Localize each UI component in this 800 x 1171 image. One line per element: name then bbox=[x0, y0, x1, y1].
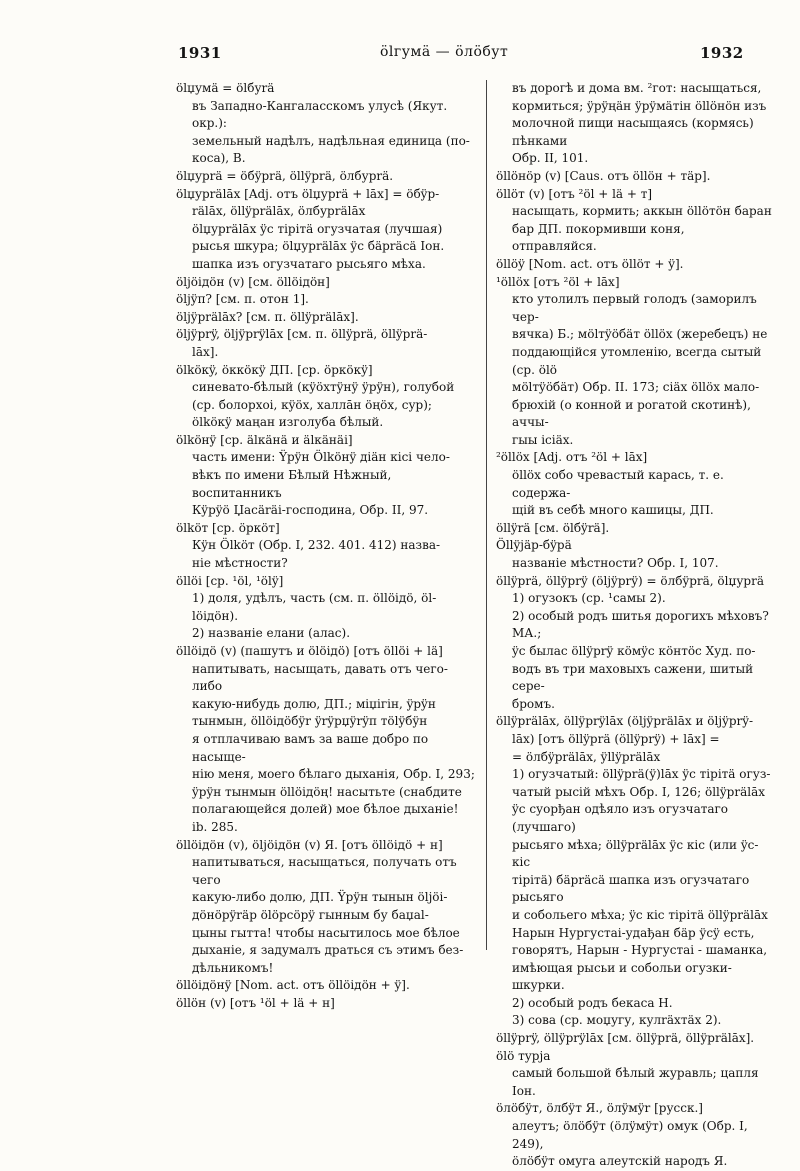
entry-text-line: (ср. болорхоi, кÿöх, халлāн öңöх, сур); bbox=[192, 397, 432, 412]
entry-text-line: löiдöн). bbox=[192, 608, 239, 623]
entry-headword-line: ²öllöх [Adj. отъ ²öl + lāx] bbox=[496, 450, 648, 465]
entry-text-line: земельный надѣлъ, надѣльная единица (по- bbox=[192, 133, 470, 148]
entry-text-line: насыщать, кормить; аккын öllöтöн баран bbox=[512, 204, 772, 219]
entry-text-line: öлöбÿт омуга алеутскій народъ Я. bbox=[512, 1154, 728, 1169]
entry-text-line: rälāx, öllÿрrälāx, öлбурrälāx bbox=[192, 204, 366, 219]
entry-headword-line: öljÿп? [см. п. отон 1]. bbox=[176, 292, 309, 307]
entry-text-line: цыны гытта! чтобы насытилось мое бѣлое bbox=[192, 925, 460, 940]
entry-headword-line: öllöнöр (v) [Caus. отъ öllöн + тäр]. bbox=[496, 168, 711, 183]
entry-text-line: напитываться, насыщаться, получать отъ чего bbox=[192, 855, 457, 887]
entry-text-line: 2) названіе елани (алас). bbox=[192, 626, 351, 641]
entry-text-line: дѣльникомъ! bbox=[192, 960, 274, 975]
entry-headword-line: ölköт [ср. öркöт] bbox=[176, 520, 280, 535]
entry-headword-line: Öllÿjäр-бÿрä bbox=[496, 538, 572, 553]
entry-text-line: коса), В. bbox=[192, 151, 246, 166]
running-head: ölгумä — öлöбут bbox=[380, 44, 509, 60]
entry-text-line: брюхій (о конной и рогатой скотинѣ), аччы- bbox=[512, 397, 751, 430]
entry-text-line: дыханіе, я задумалъ драться съ этимъ без- bbox=[192, 943, 464, 958]
entry-headword-line: öljöiдöн (v) [см. öllöiдöн] bbox=[176, 274, 330, 289]
right-column bbox=[496, 80, 772, 1169]
entry-text-line: самый большой бѣлый журавль; цапля Іон. bbox=[512, 1066, 759, 1098]
entry-headword-line: ölö турја bbox=[496, 1048, 551, 1063]
entry-text-line: 2) особый родъ бекаса Н. bbox=[512, 995, 673, 1010]
entry-text-line: 1) доля, удѣлъ, часть (см. п. öllöiдö, öl- bbox=[192, 591, 437, 606]
entry-text-line: ölџурrälāx ÿс тiрiтä огузчатая (лучшая) bbox=[192, 221, 443, 236]
entry-headword-line: öllöiдöнÿ [Nom. act. отъ öllöiдöн + ÿ]. bbox=[176, 978, 410, 993]
entry-text-line: полагающейся долей) мое бѣлое дыханіе! bbox=[192, 802, 459, 817]
entry-text-line: мölтÿöбäт) Обр. II. 173; сiäх öllöх мало- bbox=[512, 380, 760, 395]
entry-text-line: lāx) [отъ öllÿрrä (öllÿрrÿ) + lāx] = bbox=[512, 731, 720, 746]
entry-text-line: lāx]. bbox=[192, 344, 219, 359]
entry-text-line: нiю меня, моего бѣлаго дыханія, Обр. І, 293; bbox=[192, 767, 475, 782]
entry-text-line: 2) особый родъ шитья дорогихъ мѣховъ? МА.; bbox=[512, 608, 769, 641]
entry-text-line: рысья шкура; ölџурrälāx ÿс бäрräсä Іон. bbox=[192, 239, 445, 254]
entry-headword-line: ¹öllöх [отъ ²öl + lāx] bbox=[496, 274, 620, 289]
entry-text-line: названіе мѣстности? Обр. І, 107. bbox=[512, 556, 719, 571]
entry-headword-line: öllöiдöн (v), öljöiдöн (v) Я. [отъ öllöiдö + н] bbox=[176, 837, 443, 852]
entry-headword-line: öljÿрrälāx? [см. п. öllÿрrälāx]. bbox=[176, 309, 359, 324]
entry-text-line: ÿрÿн тынмын öllöiдöң! насытьте (снабдите bbox=[192, 784, 462, 799]
entry-headword-line: ölköнÿ [ср. älкäнä и älкäнäi] bbox=[176, 432, 353, 447]
entry-text-line: öllöх собо чревастый карась, т. е. содержа- bbox=[512, 468, 724, 500]
page-number-right: 1932 bbox=[700, 44, 744, 62]
entry-text-line: молочной пищи насыщаясь (кормясь) пѣнками bbox=[512, 116, 754, 148]
entry-headword-line: öllöÿ [Nom. act. отъ öllöт + ÿ]. bbox=[496, 256, 684, 271]
entry-text-line: напитывать, насыщать, давать отъ чего-либо bbox=[192, 661, 448, 694]
entry-text-line: и собольего мѣха; ÿс кiс тiрiтä öllÿрrälāx bbox=[512, 907, 768, 922]
entry-text-line: ib. 285. bbox=[192, 819, 238, 834]
entry-headword-line: öllöн (v) [отъ ¹öl + lä + н] bbox=[176, 995, 335, 1010]
page-number-left: 1931 bbox=[178, 44, 222, 62]
entry-text-line: нiе мѣстности? bbox=[192, 556, 288, 571]
left-column bbox=[176, 80, 476, 1010]
entry-headword-line: öllöi [ср. ¹öl, ¹ölÿ] bbox=[176, 573, 284, 588]
entry-text-line: шапка изъ огузчатаго рысьяго мѣха. bbox=[192, 256, 426, 271]
entry-text-line: говорятъ, Нарын - Нургустаi - шаманка, bbox=[512, 943, 768, 958]
entry-text-line: Нарын Нургустаi-удађан бäр ÿсÿ есть, bbox=[512, 925, 755, 940]
entry-text-line: кормиться; ÿрÿңäн ÿрÿмäтiн öllöнöн изъ bbox=[512, 98, 767, 113]
entry-headword-line: ölköкÿ, öккöкÿ ДП. [ср. öркöкÿ] bbox=[176, 362, 373, 377]
entry-text-line: дöнöрÿräр ölöрсöрÿ гынным бу баџal- bbox=[192, 907, 429, 922]
entry-text-line: щій въ себѣ много кашицы, ДП. bbox=[512, 503, 714, 518]
entry-headword-line: ölџурrälāx [Adj. отъ ölџурrä + lāx] = öбÿр- bbox=[176, 186, 440, 201]
entry-headword-line: öllÿrä [см. ölбÿrä]. bbox=[496, 520, 610, 535]
entry-text-line: бар ДП. покормивши коня, отправляйся. bbox=[512, 221, 685, 254]
entry-text-line: вячка) Б.; мölтÿöбäт öllöх (жеребецъ) не bbox=[512, 327, 768, 342]
entry-text-line: тынмын, öllöiдöбÿr ÿrÿрџÿrÿп тölÿбÿн bbox=[192, 714, 428, 729]
entry-headword-line: öljÿрrÿ, öljÿрrÿlāx [см. п. öllÿрrä, öllÿрrä- bbox=[176, 327, 428, 342]
entry-headword-line: öлöбÿт, öлбÿт Я., öлÿмÿr [русск.] bbox=[496, 1101, 703, 1116]
entry-headword-line: öllÿрrä, öllÿрrÿ (öljÿрrÿ) = öлбÿрrä, ölџурrä bbox=[496, 573, 765, 588]
entry-headword-line: öllöiдö (v) (пашутъ и ölöiдö) [отъ öllöi + lä] bbox=[176, 644, 443, 658]
entry-text-line: 3) сова (ср. моџугу, кулräхтäх 2). bbox=[512, 1013, 722, 1028]
entry-text-line: водъ въ три маховыхъ сажени, шитый сере- bbox=[512, 661, 754, 694]
entry-headword-line: ölџурrä = öбÿрrä, öllÿрrä, öлбурrä. bbox=[176, 168, 394, 183]
entry-headword-line: öllöт (v) [отъ ²öl + lä + т] bbox=[496, 186, 653, 201]
entry-text-line: какую-либо долю, ДП. Ÿрÿн тынын öljöi- bbox=[192, 890, 448, 905]
entry-text-line: ölköкÿ маңан изголуба бѣлый. bbox=[192, 415, 384, 430]
entry-headword-line: ölџумä = ölбуrä bbox=[176, 81, 275, 95]
column-divider bbox=[486, 80, 487, 950]
entry-text-line: 1) огузчатый: öllÿрrä(ÿ)lāx ÿс тiрiтä огуз- bbox=[512, 767, 771, 782]
entry-text-line: въ дорогѣ и дома вм. ²гот: насыщаться, bbox=[512, 81, 762, 95]
entry-text-line: ÿс суорђан одѣяло изъ огузчатаго (лучшаго) bbox=[512, 802, 729, 834]
entry-text-line: ÿс былас öllÿрrÿ кöмÿс кöнтöс Худ. по- bbox=[512, 644, 756, 658]
entry-text-line: я отплачиваю вамъ за ваше добро по насыще- bbox=[192, 731, 429, 764]
entry-text-line: гыы iсiäх. bbox=[512, 432, 574, 447]
entry-text-line: чатый рысій мѣхъ Обр. І, 126; öllÿрrälāx bbox=[512, 784, 765, 799]
entry-text-line: тiрiтä) бäрräсä шапка изъ огузчатаго рысьяго bbox=[512, 872, 750, 905]
entry-text-line: Кÿн Ölköт (Обр. І, 232. 401. 412) назва- bbox=[192, 538, 441, 553]
entry-text-line: Кÿрÿö Џасäräi-господина, Обр. II, 97. bbox=[192, 503, 429, 518]
entry-text-line: алеутъ; öлöбÿт (öлÿмÿт) омук (Обр. І, 249), bbox=[512, 1119, 748, 1151]
entry-headword-line: öllÿрrälāx, öllÿрrÿlāx (öljÿрrälāx и öljÿрrÿ- bbox=[496, 714, 754, 729]
entry-text-line: часть имени: Ÿрÿн Ölköнÿ дiäн кiсi чело- bbox=[192, 450, 450, 465]
entry-text-line: 1) огузокъ (ср. ¹самы 2). bbox=[512, 591, 666, 606]
entry-text-line: синевато-бѣлый (кÿöхтÿнÿ ÿрÿн), голубой bbox=[192, 380, 455, 395]
entry-text-line: кто утолилъ первый голодъ (заморилъ чер- bbox=[512, 292, 757, 324]
entry-text-line: = öлбÿрrälāx, ÿllÿрrälāx bbox=[512, 749, 661, 764]
entry-headword-line: öllÿрrÿ, öllÿрrÿlāx [см. öllÿрrä, öllÿрrälāx]. bbox=[496, 1031, 755, 1046]
entry-text-line: въ Западно-Кангаласскомъ улусѣ (Якут. окр.): bbox=[192, 98, 448, 131]
entry-text-line: Обр. II, 101. bbox=[512, 151, 589, 166]
entry-text-line: поддающійся утомленію, всегда сытый (ср. ölö bbox=[512, 344, 762, 377]
entry-text-line: имѣющая рысьи и собольи огузки-шкурки. bbox=[512, 960, 732, 993]
page-header bbox=[0, 44, 800, 70]
entry-text-line: бромъ. bbox=[512, 696, 555, 711]
entry-text-line: вѣкъ по имени Бѣлый Нѣжный, воспитанникъ bbox=[192, 468, 392, 500]
entry-text-line: рысьяго мѣха; öllÿрrälāx ÿс кiс (или ÿс-кiс bbox=[512, 837, 759, 870]
entry-text-line: какую-нибудь долю, ДП.; мiџiгiн, ÿрÿн bbox=[192, 696, 436, 711]
